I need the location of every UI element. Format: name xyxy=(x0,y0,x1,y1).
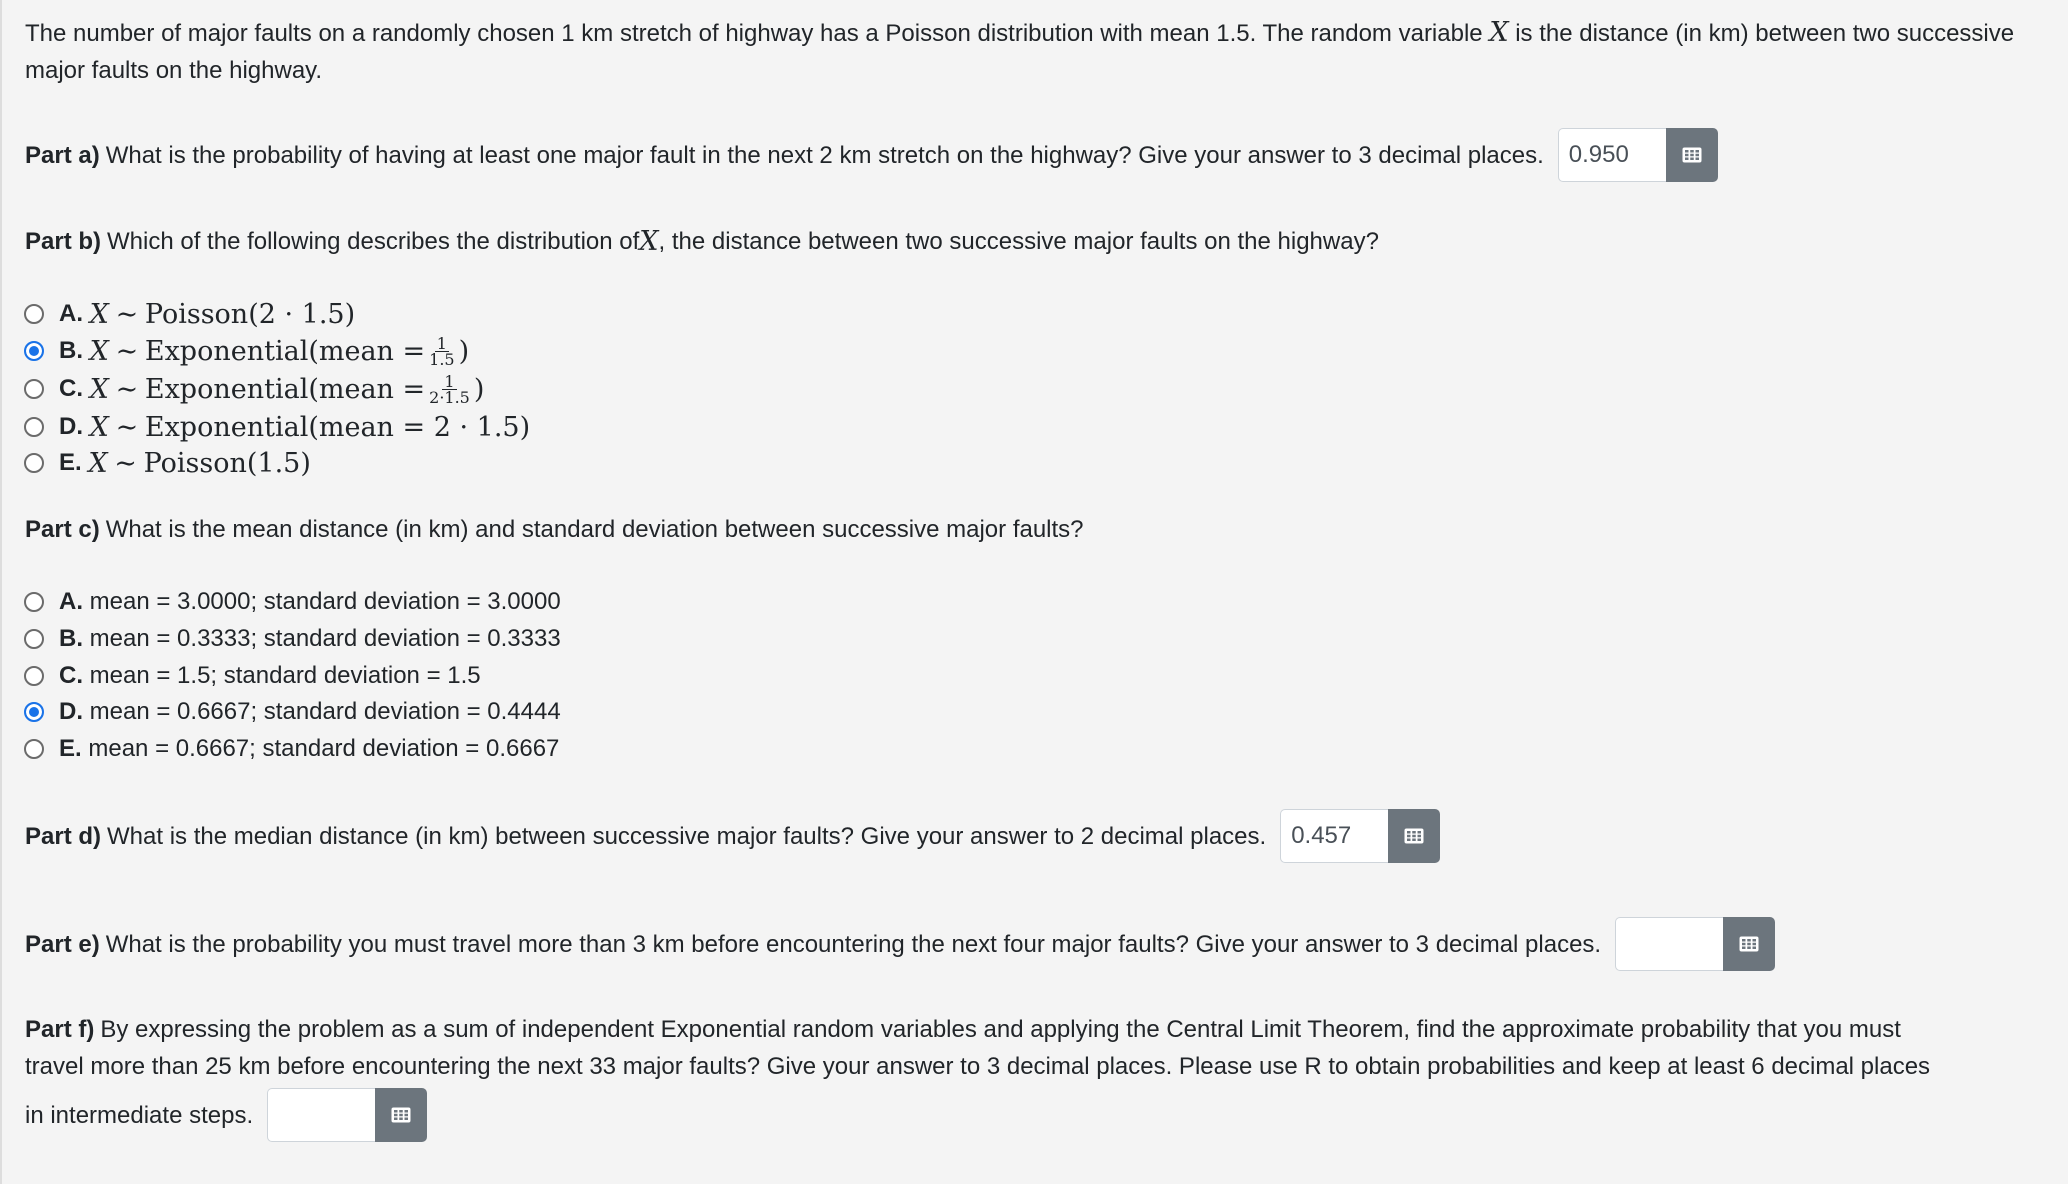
part-e-answer-group xyxy=(1615,917,1775,971)
option-fraction xyxy=(427,371,472,407)
option-letter: C. xyxy=(59,662,83,689)
calculator-icon xyxy=(1404,828,1424,844)
part-f-answer-input[interactable] xyxy=(267,1088,375,1142)
intro-text-1: The number of major faults on a randomly chosen 1 km stretch of highway has a Poisson distribution with mean 1.5. The random variable xyxy=(25,20,1490,47)
part-a-answer-group xyxy=(1558,128,1718,182)
fraction-numerator: 1 xyxy=(444,371,455,391)
part-b-radio-a[interactable] xyxy=(24,304,44,324)
part-b xyxy=(25,223,2048,260)
part-c-radio-b[interactable] xyxy=(24,629,44,649)
option-expression-pre: Exponential(mean = xyxy=(144,373,426,405)
option-letter: C. xyxy=(59,375,83,402)
option-text: mean = 0.6667; standard deviation = 0.4444 xyxy=(89,698,561,725)
part-c-radio-e[interactable] xyxy=(24,739,44,759)
part-a-calculator-button[interactable] xyxy=(1666,128,1718,182)
part-d-question: What is the median distance (in km) between successive major faults? Give your answer to 2 decimal places. xyxy=(107,822,1267,850)
option-variable: X xyxy=(89,373,109,405)
option-expression: Exponential(mean = 2 · 1.5) xyxy=(144,411,531,443)
part-b-option-b[interactable] xyxy=(24,333,469,369)
part-e-answer-input[interactable] xyxy=(1615,917,1723,971)
option-letter: E. xyxy=(59,735,82,762)
part-c-label: Part c) xyxy=(25,516,100,543)
calculator-icon xyxy=(391,1107,411,1123)
intro-text-2: is the distance (in km) between two successive major faults on the highway. xyxy=(25,20,2015,84)
part-c-radio-a[interactable] xyxy=(24,592,44,612)
part-b-option-c[interactable] xyxy=(24,371,484,407)
option-letter: D. xyxy=(59,698,83,725)
part-c-question: What is the mean distance (in km) and standard deviation between successive major faults? xyxy=(105,516,1084,543)
part-c-option-c[interactable] xyxy=(24,658,481,694)
option-text: mean = 1.5; standard deviation = 1.5 xyxy=(89,662,481,689)
option-expression-post: ) xyxy=(458,335,470,367)
part-b-radio-c[interactable] xyxy=(24,379,44,399)
part-a-question: What is the probability of having at least one major fault in the next 2 km stretch on the highway? Give your answer to 3 decimal places. xyxy=(105,141,1544,169)
part-b-radio-e[interactable] xyxy=(24,453,44,473)
option-expression-pre: Exponential(mean = xyxy=(144,335,426,367)
option-variable: X xyxy=(89,298,109,330)
calculator-icon xyxy=(1739,936,1759,952)
part-b-option-e[interactable] xyxy=(24,445,311,481)
part-f-question-3: in intermediate steps. xyxy=(25,1101,254,1129)
fraction-denominator: 1.5 xyxy=(429,349,455,369)
part-c-option-d[interactable] xyxy=(24,694,561,730)
fraction-numerator: 1 xyxy=(436,333,447,353)
intro-variable: X xyxy=(1489,17,1509,48)
part-c-option-e[interactable] xyxy=(24,731,559,767)
option-expression: Poisson(2 · 1.5) xyxy=(144,298,356,330)
part-e-label: Part e) xyxy=(25,930,100,958)
option-variable: X xyxy=(88,447,108,479)
part-d xyxy=(25,809,2048,863)
option-letter: A. xyxy=(59,300,83,327)
option-letter: B. xyxy=(59,337,83,364)
part-f-line-3 xyxy=(25,1088,2048,1142)
part-a-answer-input[interactable] xyxy=(1558,128,1666,182)
part-c-radio-d[interactable] xyxy=(24,702,44,722)
part-d-answer-input[interactable] xyxy=(1280,809,1388,863)
part-d-label: Part d) xyxy=(25,822,102,850)
part-b-option-d[interactable] xyxy=(24,409,530,445)
part-a xyxy=(25,128,2048,182)
option-text: mean = 0.6667; standard deviation = 0.6667 xyxy=(88,735,560,762)
question-intro xyxy=(25,14,2048,89)
option-variable: X xyxy=(89,335,109,367)
part-f-question-1: By expressing the problem as a sum of independent Exponential random variables and applying the Central Limit Theorem, find the approximate probability that you must xyxy=(100,1016,1901,1043)
part-f xyxy=(25,1011,2048,1142)
option-expression: Poisson(1.5) xyxy=(143,447,311,479)
part-f-calculator-button[interactable] xyxy=(375,1088,427,1142)
part-d-answer-group xyxy=(1280,809,1440,863)
part-b-variable: X xyxy=(639,226,659,257)
option-text: mean = 3.0000; standard deviation = 3.0000 xyxy=(89,588,561,615)
option-letter: A. xyxy=(59,588,83,615)
fraction-denominator: 2·1.5 xyxy=(429,387,470,407)
part-f-answer-group xyxy=(267,1088,427,1142)
part-b-question-1: Which of the following describes the distribution of xyxy=(107,228,640,255)
part-e-question: What is the probability you must travel more than 3 km before encountering the next four major faults? Give your answer to 3 decimal places. xyxy=(105,930,1602,958)
part-c-radio-c[interactable] xyxy=(24,666,44,686)
option-variable: X xyxy=(89,411,109,443)
option-tilde: ∼ xyxy=(114,447,137,479)
option-tilde: ∼ xyxy=(115,411,139,443)
part-e-calculator-button[interactable] xyxy=(1723,917,1775,971)
option-tilde: ∼ xyxy=(115,335,139,367)
part-d-calculator-button[interactable] xyxy=(1388,809,1440,863)
option-fraction xyxy=(427,333,456,369)
part-c-option-b[interactable] xyxy=(24,621,561,657)
part-f-line-2: travel more than 25 km before encountering the next 33 major faults? Give your answer to 3 decimal places. Please use R to obtain probabilities and keep at least 6 decimal places xyxy=(25,1053,1931,1080)
part-b-radio-d[interactable] xyxy=(24,417,44,437)
calculator-icon xyxy=(1682,147,1702,163)
option-expression-post: ) xyxy=(473,373,485,405)
part-f-label: Part f) xyxy=(25,1016,95,1043)
part-f-line-1 xyxy=(25,1011,2048,1048)
option-letter: B. xyxy=(59,625,83,652)
part-b-radio-b[interactable] xyxy=(24,341,44,361)
part-b-label: Part b) xyxy=(25,228,102,255)
option-letter: E. xyxy=(59,449,82,476)
part-c-option-a[interactable] xyxy=(24,584,561,620)
option-letter: D. xyxy=(59,413,83,440)
part-b-question-2: , the distance between two successive major faults on the highway? xyxy=(658,228,1379,255)
part-e xyxy=(25,917,2048,971)
option-tilde: ∼ xyxy=(115,373,139,405)
part-c xyxy=(25,511,2048,548)
option-tilde: ∼ xyxy=(115,298,139,330)
part-a-label: Part a) xyxy=(25,141,100,169)
part-b-option-a[interactable] xyxy=(24,296,355,332)
option-text: mean = 0.3333; standard deviation = 0.3333 xyxy=(89,625,561,652)
